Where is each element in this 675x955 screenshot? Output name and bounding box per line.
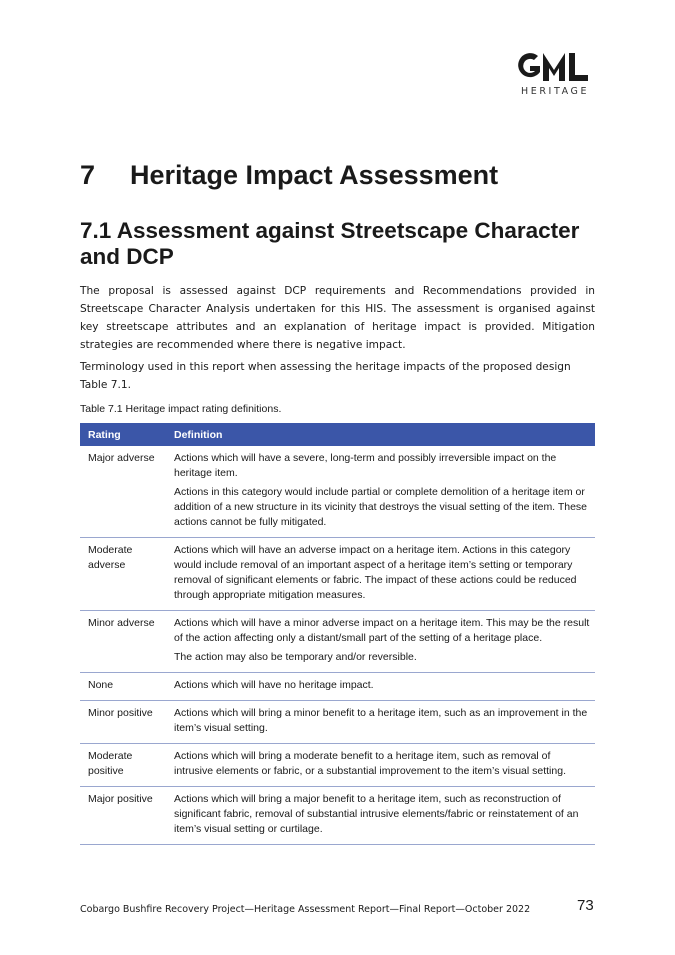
intro-paragraph-2: Terminology used in this report when assessing the heritage impacts of the proposed design Table 7.1. [80,361,571,391]
table-row [80,538,595,611]
header-definition: Definition [174,428,223,441]
table-row [80,787,595,845]
table-row [80,673,595,701]
page-number: 73 [577,897,594,914]
definition-cell [167,678,595,697]
definition-cell [167,706,595,740]
definition-text: Actions which will bring a moderate benefit to a heritage item, such as removal of intrusive elements or fabric, or a substantial improvement to the item’s visual setting. [174,750,566,777]
definition-cell [167,451,595,534]
section-number: 7 [80,160,96,190]
rating-table [80,423,595,845]
rating-cell: Major positive [88,793,153,805]
page-footer: Cobargo Bushfire Recovery Project—Heritage Assessment Report—Final Report—October 2022 [80,904,531,915]
rating-cell: None [88,679,114,691]
definition-cell [167,792,595,841]
table-row [80,701,595,744]
logo-subtitle: HERITAGE [521,86,590,97]
definition-text: Actions in this category would include partial or complete demolition of a heritage item or addition of a new structure in its vicinity that destroys the visual setting of the item. These actions cannot be fully mitigated. [174,486,588,528]
rating-cell: Moderate adverse [88,544,133,571]
header-rating: Rating [88,428,121,441]
definition-cell [167,543,595,607]
section-title: Heritage Impact Assessment [130,160,499,190]
rating-cell: Minor adverse [88,617,155,629]
definition-text: Actions which will bring a major benefit to a heritage item, such as reconstruction of significant fabric, removal of substantial intrusive elements/fabric or reinstatement of an item’s visual setting or curtilage. [174,793,579,835]
definition-cell [167,616,595,669]
definition-text: Actions which will bring a minor benefit to a heritage item, such as an improvement in the item’s visual setting. [174,707,588,734]
table-row [80,611,595,673]
table-row [80,744,595,787]
definition-text: Actions which will have an adverse impact on a heritage item. Actions in this category would include removal of an important aspect of a heritage item’s setting or temporary removal of significant elements or fabric. The impact of these actions could be reduced through appropriate mitigation measures. [174,544,577,601]
subsection-heading: 7.1 Assessment against Streetscape Character and DCP [80,218,580,269]
definition-cell [167,749,595,783]
intro-paragraph-1: The proposal is assessed against DCP requirements and Recommendations provided in Streetscape Character Analysis undertaken for this HIS. The assessment is organised against key streetscape attributes and an explanation of heritage impact is provided. Mitigation strategies are recommended where there is negative impact. [80,285,595,351]
definition-text: The action may also be temporary and/or reversible. [174,651,417,663]
gml-logo-mark-icon [516,50,590,84]
definition-text: Actions which will have no heritage impact. [174,679,374,691]
table-row [80,446,595,538]
table-caption: Table 7.1 Heritage impact rating definitions. [80,403,282,415]
table-header [80,423,595,446]
definition-text: Actions which will have a severe, long-term and possibly irreversible impact on the heritage item. [174,452,557,479]
definition-text: Actions which will have a minor adverse impact on a heritage item. This may be the result of the action affecting only a distant/small part of the setting of a heritage place. [174,617,590,644]
rating-cell: Moderate positive [88,750,133,777]
rating-cell: Minor positive [88,707,153,719]
section-heading [80,160,498,191]
intro-text [80,282,595,394]
gml-heritage-logo [516,50,596,97]
rating-cell: Major adverse [88,452,155,464]
